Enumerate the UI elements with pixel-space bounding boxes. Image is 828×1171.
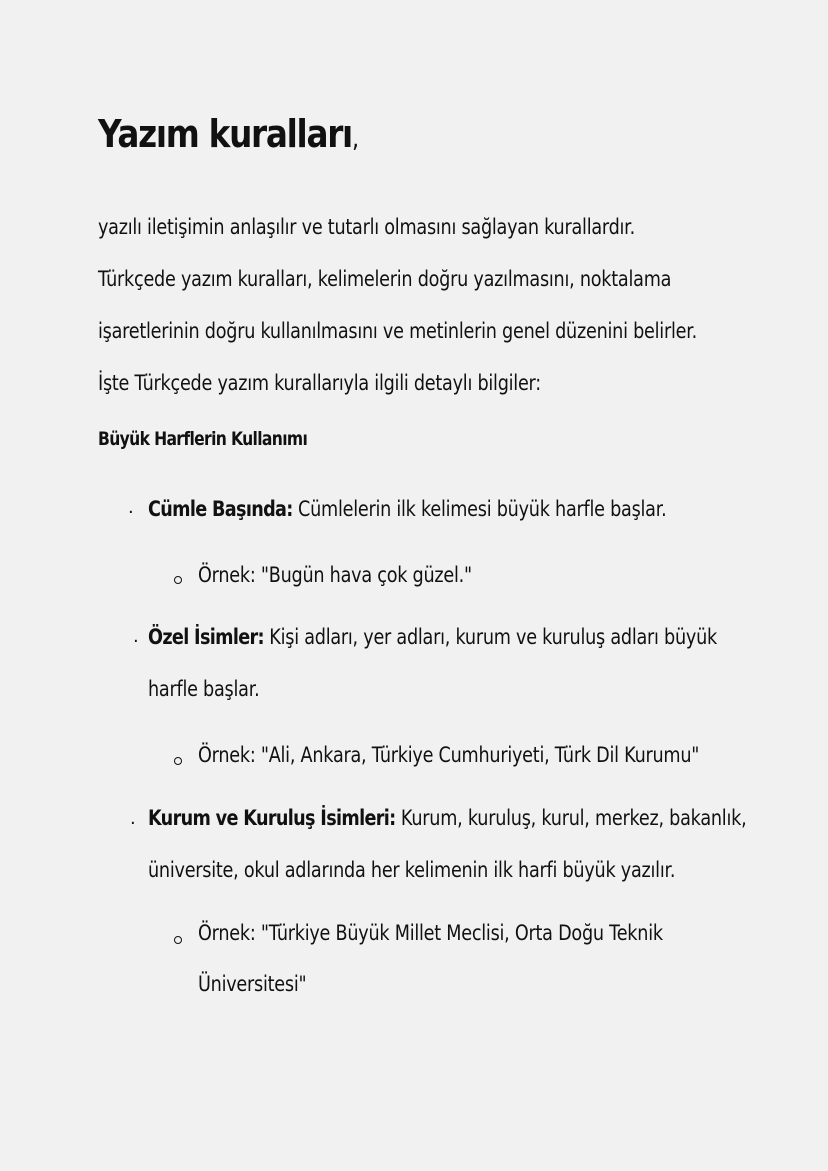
bullet-marker: . [133,626,139,647]
rule-text: Kurum, kuruluş, kurul, merkez, bakanlık, [395,806,747,830]
rule-label: Özel İsimler: [148,625,264,649]
sub-bullet-marker [174,757,182,765]
rule-line [148,803,746,833]
intro-line: işaretlerinin doğru kullanılmasını ve metinlerin genel düzenini belirler. [98,319,697,343]
bullet-marker: . [130,808,136,829]
example-text: Örnek: "Ali, Ankara, Türkiye Cumhuriyeti, Türk Dil Kurumu" [198,743,700,767]
sub-bullet-marker [174,936,182,944]
document-title [98,112,358,156]
sub-bullet-marker [174,576,182,584]
rule-label: Kurum ve Kuruluş İsimleri: [148,806,396,830]
section-heading: Büyük Harflerin Kullanımı [98,428,308,450]
rule-line [148,622,717,652]
rule-line-continued: harfle başlar. [148,677,260,701]
intro-line: yazılı iletişimin anlaşılır ve tutarlı olmasını sağlayan kurallardır. [98,215,635,239]
rule-line-continued: üniversite, okul adlarında her kelimenin ilk harfi büyük yazılır. [148,858,676,882]
title-suffix: , [351,124,358,154]
rule-line [148,494,666,524]
rule-text: Kişi adları, yer adları, kurum ve kuruluş adları büyük [263,625,718,649]
example-text: Örnek: "Türkiye Büyük Millet Meclisi, Orta Doğu Teknik [198,921,663,945]
rule-label: Cümle Başında: [148,497,293,521]
example-text-continued: Üniversitesi" [198,972,307,996]
intro-line: İşte Türkçede yazım kurallarıyla ilgili detaylı bilgiler: [98,371,541,395]
rule-text: Cümlelerin ilk kelimesi büyük harfle başlar. [292,497,667,521]
intro-paragraph [98,205,811,413]
bullet-marker: . [128,497,134,518]
intro-line: Türkçede yazım kuralları, kelimelerin doğru yazılmasını, noktalama [98,267,672,291]
title-text: Yazım kuralları [98,112,352,156]
example-text: Örnek: "Bugün hava çok güzel." [198,563,472,587]
